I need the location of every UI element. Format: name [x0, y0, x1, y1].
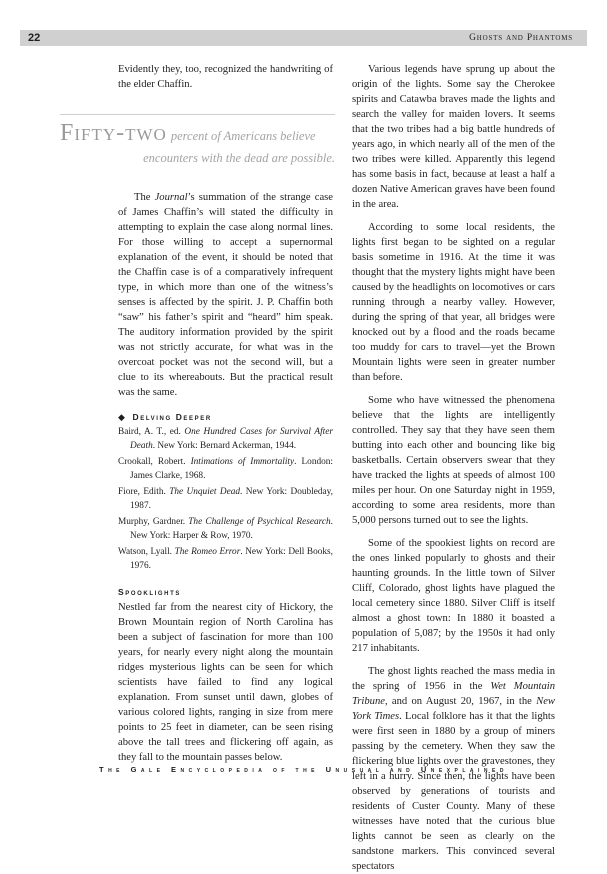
delving-deeper-label: Delving Deeper — [132, 412, 212, 422]
bib-publisher: . New York: Harper & Row, 1970. — [130, 517, 333, 541]
media-text-b: , and on August 20, 1967, in the — [384, 696, 537, 707]
bib-author: Baird, A. T., ed. — [118, 427, 185, 437]
journal-paragraph — [118, 190, 333, 400]
legends-paragraph: Various legends have sprung up about the origin of the lights. Some say the Cherokee spirits and Catawba braves made the lights and search the valley for maiden lovers. It seems that the two tribes had a big battle hundreds of years ago, in which nearly all of the men of the two tribes were killed. Apparently this legend has some basis in fact, because at least a half a dozen Native American graves have been found in the area. — [352, 64, 555, 210]
delving-deeper-heading — [118, 412, 333, 423]
bib-title: The Challenge of Psychical Research — [188, 517, 331, 527]
journal-text-1: The — [134, 192, 155, 203]
pull-quote-line-1 — [60, 120, 316, 147]
silver-cliff-paragraph: Some of the spookiest lights on record are the ones linked popularly to ghosts and their haunting grounds. In the little town of Silver Cliff, Colorado, ghost lights have plagued the local cemetery since 1880. Silver Cliff is itself almost a ghost town: In 1880 it boasted a population of 5,087; by the 1950s it had only 217 inhabitants. — [352, 538, 555, 654]
bib-entry — [118, 426, 333, 453]
bib-publisher: . New York: Doubleday, 1987. — [130, 487, 333, 511]
bib-title: Intimations of Immortality — [190, 457, 295, 467]
bib-title: The Romeo Error — [174, 547, 241, 557]
media-text-c: . Local folklore has it that the lights were first seen in 1880 by a group of miners passing by the cemetery. When they saw the flickering blue lights over the gravestones, they left in a hurry. Since then, the lights have been observed by generations of tourists and residents of Custer County. Many of these witnesses have noted that the curious blue lights cannot be seen as clearly on the sandstone markers. This convinced several spectators — [352, 711, 555, 872]
bib-entry — [118, 516, 333, 543]
pull-quote-emphasis: Fifty-two — [60, 120, 167, 146]
bib-publisher: . New York: Dell Books, 1976. — [130, 547, 333, 571]
media-text-a: The ghost lights reached the mass media in the spring of 1956 in the — [352, 666, 555, 692]
intro-paragraph: Evidently they, too, recognized the handwriting of the elder Chaffin. — [118, 64, 333, 90]
left-column — [118, 62, 333, 765]
bib-author: Watson, Lyall. — [118, 547, 175, 557]
bib-author: Fiore, Edith. — [118, 487, 170, 497]
bib-title: The Unquiet Dead — [169, 487, 241, 497]
diamond-icon: ◆ — [118, 412, 127, 422]
spooklights-paragraph: Nestled far from the nearest city of Hickory, the Brown Mountain region of North Carolina has been a subject of fascination for more than 100 years, for nearly every night along the mountain ridges mysterious lights can be seen for which scientists have failed to find any logical explanation. From sunset until dawn, globes of various colored lights, ranging in size from mere points to 25 feet in diameter, can be seen rising above the tall trees and flickering off again, as they fall to the mountain passes below. — [118, 602, 333, 763]
right-column — [352, 62, 555, 874]
pull-quote-line-2: encounters with the dead are possible. — [143, 151, 335, 165]
pull-quote-text-1: percent of Americans believe — [170, 129, 316, 143]
bibliography — [118, 426, 333, 573]
footer-title: The Gale Encyclopedia of the Unusual and Unexplained — [98, 765, 508, 774]
bib-title: One Hundred Cases for Survival After Death — [130, 427, 334, 451]
bib-entry — [118, 456, 333, 483]
running-head: Ghosts and Phantoms — [469, 33, 573, 43]
bib-entry — [118, 546, 333, 573]
journal-title: Journal — [154, 192, 188, 203]
intelligence-paragraph: Some who have witnessed the phenomena believe that the lights are intelligently controlled. They say that they have seen them butting into each other and bouncing like big basketballs. Certain observers swear that they have tracked the lights at speeds of almost 100 miles per hour. On one Saturday night in 1959, according to some area residents, more than 5,000 persons turned out to see the lights. — [352, 395, 555, 526]
bib-publisher: . London: James Clarke, 1968. — [130, 457, 333, 481]
page-number: 22 — [28, 32, 41, 44]
bib-author: Murphy, Gardner. — [118, 517, 189, 527]
bib-author: Crookall, Robert. — [118, 457, 191, 467]
bib-publisher: . New York: Bernard Ackerman, 1944. — [152, 440, 297, 451]
newspaper-title: Wet Mountain Tribune — [352, 681, 556, 707]
newspaper-title: New York Times — [352, 696, 555, 722]
pull-quote-rule — [60, 114, 335, 115]
sightings-paragraph: According to some local residents, the lights first began to be sighted on a regular basis sometime in 1916. At the time it was thought that the mystery lights might have been caused by the headlights on locomotives or cars running through a nearby valley. However, during the spring of that year, all bridges were knocked out by a flood and the roads became too muddy for cars to travel—yet the Brown Mountain lights were seen in greater number than before. — [352, 222, 555, 383]
journal-text-2: ’s summation of the strange case of James Chaffin’s will stated the difficulty in attempting to explain the case along normal lines. For those willing to accept a supernormal explanation of the event, it should be noted that the Chaffin case is of a comparatively infrequent type, in which more than one of the witness’s senses is affected by the spirit. J. P. Chaffin both “saw” his father’s spirit and “heard” him speak. The auditory information provided by the spirit was not strictly accurate, for what was in the overcoat pocket was not the second will, but a clue to its whereabouts. But the practical result was the same. — [118, 192, 333, 398]
bib-entry — [118, 486, 333, 513]
spooklights-heading: Spooklights — [118, 587, 181, 597]
